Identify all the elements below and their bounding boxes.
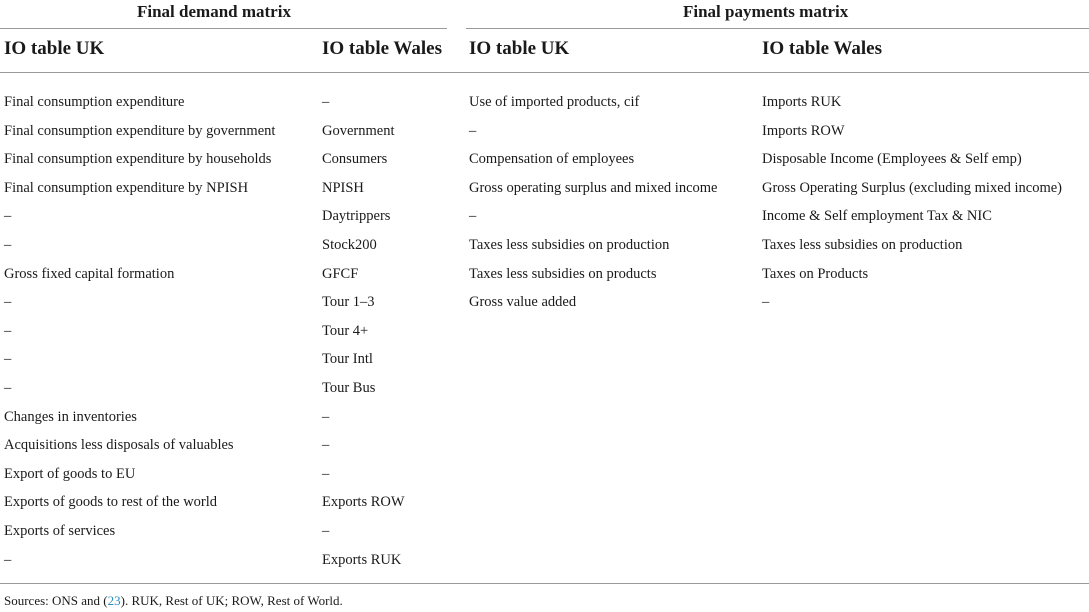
table-cell: Exports of goods to rest of the world (4, 494, 218, 511)
column-demand-wales (322, 91, 405, 577)
table-cell: Final consumption expenditure (4, 94, 185, 110)
group-rule-payments (466, 28, 1089, 29)
table-cell: Government (322, 122, 395, 139)
col-header-payments-uk: IO table UK (469, 38, 570, 59)
table-cell: Imports ROW (762, 122, 845, 139)
table-cell: – (4, 351, 12, 368)
header-rule (0, 72, 1089, 73)
table-cell: – (4, 208, 12, 225)
table-cell: Final consumption expenditure by government (4, 122, 276, 139)
table-cell: Gross fixed capital formation (4, 265, 175, 282)
table-cell: Income & Self employment Tax & NIC (762, 208, 992, 225)
reference-link[interactable]: 23 (107, 593, 121, 608)
table-cell: Changes in inventories (4, 408, 137, 425)
table-cell: NPISH (322, 179, 364, 196)
table-footnote (4, 593, 343, 609)
table-cell: Exports ROW (322, 494, 405, 511)
table-cell: Taxes on Products (762, 265, 869, 282)
table-cell: Imports RUK (762, 94, 842, 110)
table-cell: – (469, 122, 477, 139)
table-cell: – (4, 294, 12, 311)
table-cell: – (762, 294, 770, 311)
table-cell: – (322, 437, 330, 454)
table-cell: Gross Operating Surplus (excluding mixed income) (762, 179, 1063, 196)
footnote-text-suffix: ). RUK, Rest of UK; ROW, Rest of World. (120, 593, 343, 608)
table-cell: Exports of services (4, 522, 116, 539)
table-cell: Gross operating surplus and mixed income (469, 179, 718, 196)
table-cell: – (322, 408, 330, 425)
table-cell: – (322, 522, 330, 539)
footnote-text-prefix: Sources: ONS and ( (4, 593, 108, 608)
table-cell: Tour 4+ (322, 322, 369, 339)
table-cell: Taxes less subsidies on production (469, 236, 670, 253)
column-demand-uk (4, 91, 275, 577)
bottom-rule (0, 583, 1089, 584)
table-cell: – (322, 465, 330, 482)
table-cell: Daytrippers (322, 208, 391, 225)
table-cell: Final consumption expenditure by NPISH (4, 179, 249, 196)
column-payments-uk (469, 91, 717, 320)
table-cell: Disposable Income (Employees & Self emp) (762, 151, 1022, 168)
table-cell: Export of goods to EU (4, 465, 136, 482)
col-header-payments-wales: IO table Wales (762, 38, 882, 59)
table-cell: Acquisitions less disposals of valuables (4, 437, 234, 454)
table-cell: Taxes less subsidies on products (469, 265, 657, 282)
table-cell: Tour Intl (322, 351, 373, 368)
col-header-demand-wales: IO table Wales (322, 38, 442, 59)
table-cell: Tour 1–3 (322, 294, 375, 311)
table-cell: – (4, 379, 12, 396)
col-header-demand-uk: IO table UK (4, 38, 105, 59)
table-cell: – (469, 208, 477, 225)
column-payments-wales (762, 91, 1062, 320)
table-cell: – (4, 551, 12, 568)
group-title-final-demand: Final demand matrix (137, 2, 291, 21)
table-cell: Compensation of employees (469, 151, 635, 168)
table-cell: Use of imported products, cif (469, 94, 640, 110)
table-cell: Stock200 (322, 236, 377, 253)
group-title-final-payments: Final payments matrix (683, 2, 849, 21)
table-cell: GFCF (322, 265, 359, 282)
table-cell: – (322, 94, 330, 110)
group-rule-demand (0, 28, 447, 29)
table-cell: Taxes less subsidies on production (762, 236, 963, 253)
table-cell: Tour Bus (322, 379, 376, 396)
table-cell: Exports RUK (322, 551, 402, 568)
table-cell: Final consumption expenditure by households (4, 151, 272, 168)
table-cell: Consumers (322, 151, 388, 168)
table-cell: Gross value added (469, 294, 577, 311)
table-cell: – (4, 322, 12, 339)
table-cell: – (4, 236, 12, 253)
